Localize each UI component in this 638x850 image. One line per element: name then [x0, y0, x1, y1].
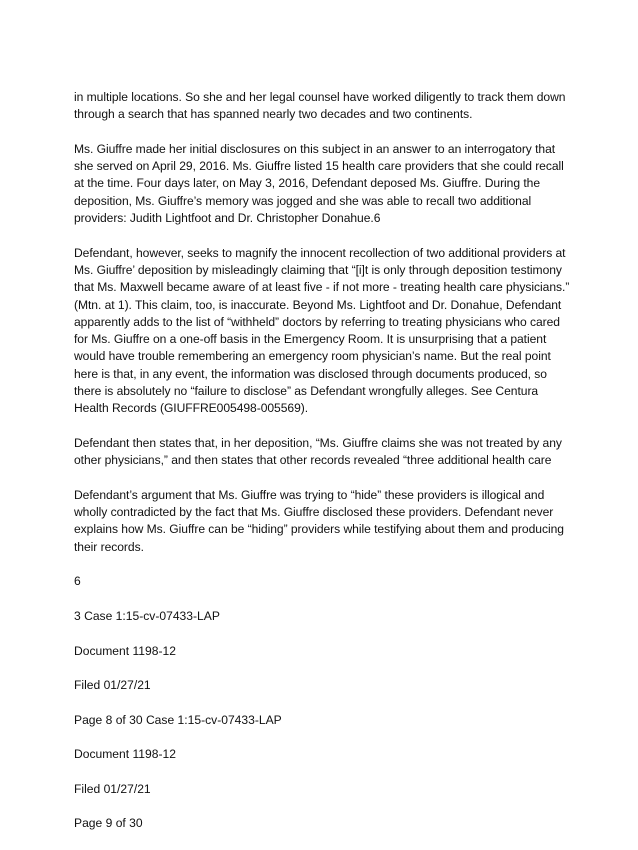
- footnote-number: 6: [74, 574, 81, 589]
- footer-case-line: 3 Case 1:15-cv-07433-LAP: [74, 608, 220, 623]
- footer-filed-line: Filed 01/27/21: [74, 678, 151, 693]
- paragraph-deposition-claim: Defendant then states that, in her deposition, “Ms. Giuffre claims she was not treated by any other physicians,” and then states that other records revealed “three additional health care: [74, 435, 562, 468]
- paragraph-continuation: in multiple locations. So she and her legal counsel have worked diligently to track them down through a search that has spanned nearly two decades and two continents.: [74, 90, 566, 122]
- paragraph-defendant-argument: Defendant, however, seeks to magnify the innocent recollection of two additional providers at Ms. Giuffre’ deposition by misleadingly claiming that “[i]t is only through deposition testimony that Ms. Maxwell became aware of at least five - if not more - treating health care physicians.” (Mtn. at 1). This claim, too, is inaccurate. Beyond Ms. Lightfoot and Dr. Donahue, Defendant apparently adds to the list of “withheld” doctors by referring to treating physicians who cared for Ms. Giuffre on a one-off basis in the Emergency Room. It is unsurprising that a patient would have trouble remembering an emergency room physician’s name. But the real point here is that, in any event, the information was disclosed through documents produced, so there is absolutely no “failure to disclose” as Defendant wrongfully alleges. See Centura Health Records (GIUFFRE005498-005569).: [74, 245, 570, 416]
- footer-page-line: Page 9 of 30: [74, 816, 143, 831]
- footer-filed-line: Filed 01/27/21: [74, 781, 151, 796]
- paragraph-initial-disclosures: Ms. Giuffre made her initial disclosures on this subject in an answer to an interrogatory that she served on April 29, 2016. Ms. Giuffre listed 15 health care providers that she could recall at the time. Four days later, on May 3, 2016, Defendant deposed Ms. Giuffre. During the deposition, Ms. Giuffre’s memory was jogged and she was able to recall two additional providers: Judith Lightfoot and Dr. Christopher Donahue.6: [74, 141, 564, 226]
- footer-document-line: Document 1198-12: [74, 747, 176, 762]
- footer-document-line: Document 1198-12: [74, 643, 176, 658]
- document-page: [74, 89, 574, 850]
- footer-page-line: Page 8 of 30 Case 1:15-cv-07433-LAP: [74, 712, 282, 727]
- paragraph-hide-argument: Defendant’s argument that Ms. Giuffre was trying to “hide” these providers is illogical and wholly contradicted by the fact that Ms. Giuffre disclosed these providers. Defendant never explains how Ms. Giuffre can be “hiding” providers while testifying about them and producing their records.: [74, 487, 564, 554]
